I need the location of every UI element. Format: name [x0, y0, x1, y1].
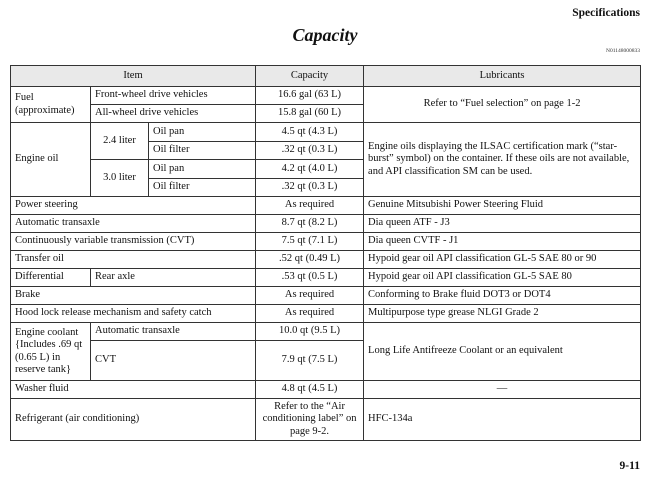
table-row	[11, 215, 641, 233]
washer-capacity: 4.8 qt (4.5 L)	[256, 381, 364, 399]
differential-lubricant: Hypoid gear oil API classification GL-5 SAE 80	[364, 269, 641, 287]
differential-capacity: .53 qt (0.5 L)	[256, 269, 364, 287]
engine-30-label: 3.0 liter	[91, 160, 149, 197]
table-row	[11, 381, 641, 399]
brake-lubricant: Conforming to Brake fluid DOT3 or DOT4	[364, 287, 641, 305]
column-header-capacity: Capacity	[256, 66, 364, 87]
table-header-row	[11, 66, 641, 87]
document-code: N01148000833	[605, 48, 640, 54]
fuel-awd-label: All-wheel drive vehicles	[91, 105, 256, 123]
auto-transaxle-lubricant: Dia queen ATF - J3	[364, 215, 641, 233]
refrigerant-label: Refrigerant (air conditioning)	[11, 399, 256, 441]
engine-24-oil-filter-capacity: .32 qt (0.3 L)	[256, 142, 364, 160]
table-row	[11, 287, 641, 305]
engine-30-oil-pan-label: Oil pan	[149, 160, 256, 179]
table-row	[11, 323, 641, 341]
transfer-oil-lubricant: Hypoid gear oil API classification GL-5 SAE 80 or 90	[364, 251, 641, 269]
power-steering-lubricant: Genuine Mitsubishi Power Steering Fluid	[364, 197, 641, 215]
engine-24-oil-pan-label: Oil pan	[149, 123, 256, 142]
coolant-label: Engine coolant {Includes .69 qt (0.65 L) in reserve tank}	[11, 323, 91, 381]
fuel-fwd-label: Front-wheel drive vehicles	[91, 87, 256, 105]
section-header: Specifications	[572, 7, 640, 19]
coolant-auto-label: Automatic transaxle	[91, 323, 256, 341]
coolant-auto-capacity: 10.0 qt (9.5 L)	[256, 323, 364, 341]
transfer-oil-capacity: .52 qt (0.49 L)	[256, 251, 364, 269]
refrigerant-lubricant: HFC-134a	[364, 399, 641, 441]
page-number: 9-11	[619, 460, 640, 472]
fuel-awd-capacity: 15.8 gal (60 L)	[256, 105, 364, 123]
washer-label: Washer fluid	[11, 381, 256, 399]
column-header-item: Item	[11, 66, 256, 87]
coolant-cvt-label: CVT	[91, 341, 256, 381]
fuel-fwd-capacity: 16.6 gal (63 L)	[256, 87, 364, 105]
table-row	[11, 87, 641, 105]
brake-capacity: As required	[256, 287, 364, 305]
brake-label: Brake	[11, 287, 256, 305]
hood-lock-capacity: As required	[256, 305, 364, 323]
table-row	[11, 233, 641, 251]
table-row	[11, 305, 641, 323]
engine-30-oil-pan-capacity: 4.2 qt (4.0 L)	[256, 160, 364, 179]
transfer-oil-label: Transfer oil	[11, 251, 256, 269]
table-row	[11, 123, 641, 142]
auto-transaxle-label: Automatic transaxle	[11, 215, 256, 233]
differential-label: Differential	[11, 269, 91, 287]
table-row	[11, 269, 641, 287]
table-row	[11, 197, 641, 215]
engine-oil-lubricant: Engine oils displaying the ILSAC certification mark (“star-burst” symbol) on the container. If these oils are not available, and API classification SM can be used.	[364, 123, 641, 197]
engine-30-oil-filter-capacity: .32 qt (0.3 L)	[256, 179, 364, 197]
page-title: Capacity	[292, 25, 358, 45]
engine-24-label: 2.4 liter	[91, 123, 149, 160]
engine-24-oil-pan-capacity: 4.5 qt (4.3 L)	[256, 123, 364, 142]
power-steering-label: Power steering	[11, 197, 256, 215]
fuel-lubricant: Refer to “Fuel selection” on page 1-2	[364, 87, 641, 123]
column-header-lubricants: Lubricants	[364, 66, 641, 87]
engine-24-oil-filter-label: Oil filter	[149, 142, 256, 160]
differential-sub-label: Rear axle	[91, 269, 256, 287]
coolant-lubricant: Long Life Antifreeze Coolant or an equivalent	[364, 323, 641, 381]
cvt-capacity: 7.5 qt (7.1 L)	[256, 233, 364, 251]
capacity-table	[10, 65, 641, 441]
fuel-label: Fuel (approximate)	[11, 87, 91, 123]
table-row	[11, 251, 641, 269]
engine-30-oil-filter-label: Oil filter	[149, 179, 256, 197]
washer-lubricant: —	[364, 381, 641, 399]
auto-transaxle-capacity: 8.7 qt (8.2 L)	[256, 215, 364, 233]
engine-oil-label: Engine oil	[11, 123, 91, 197]
table-row	[11, 399, 641, 441]
cvt-lubricant: Dia queen CVTF - J1	[364, 233, 641, 251]
power-steering-capacity: As required	[256, 197, 364, 215]
refrigerant-capacity: Refer to the “Air conditioning label” on page 9-2.	[256, 399, 364, 441]
coolant-cvt-capacity: 7.9 qt (7.5 L)	[256, 341, 364, 381]
hood-lock-label: Hood lock release mechanism and safety catch	[11, 305, 256, 323]
hood-lock-lubricant: Multipurpose type grease NLGI Grade 2	[364, 305, 641, 323]
cvt-label: Continuously variable transmission (CVT)	[11, 233, 256, 251]
